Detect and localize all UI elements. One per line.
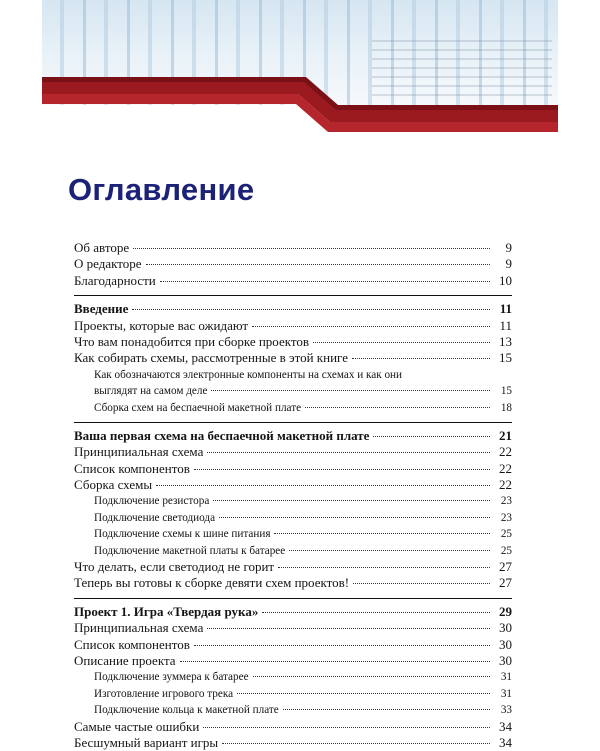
toc-entry[interactable] <box>74 526 512 542</box>
header-banner <box>42 0 558 140</box>
toc-entry-title: Изготовление игрового трека <box>94 687 234 700</box>
toc-entry-title: Список компонентов <box>74 460 190 476</box>
dot-leader <box>160 281 490 282</box>
toc-entry-title: Подключение резистора <box>94 495 210 508</box>
toc-entry[interactable] <box>74 350 512 366</box>
page-title: Оглавление <box>68 172 255 207</box>
toc-entry-page: 29 <box>499 603 512 619</box>
toc-entry[interactable] <box>74 620 512 636</box>
toc-entry-title: Принципиальная схема <box>74 444 204 460</box>
toc-entry-title: Что делать, если светодиод не горит <box>74 559 275 575</box>
toc-entry-page: 21 <box>499 427 512 443</box>
toc-entry[interactable] <box>74 719 512 735</box>
section-divider <box>74 598 512 600</box>
toc-entry-title: Об авторе <box>74 240 130 255</box>
toc-entry-page: 22 <box>499 444 512 460</box>
toc-entry[interactable] <box>74 686 512 702</box>
dot-leader <box>353 583 490 584</box>
dot-leader <box>156 485 490 486</box>
toc-entry-title: Подключение зуммера к батарее <box>94 671 249 684</box>
toc-entry-title: Благодарности <box>74 272 156 288</box>
toc-entry-page: 22 <box>499 477 512 493</box>
toc-entry-title: Как обозначаются электронные компоненты на схемах и как они <box>94 368 403 381</box>
toc-entry-title: Самые частые ошибки <box>74 718 200 734</box>
toc-entry-page: 18 <box>500 401 512 414</box>
toc-entry[interactable] <box>74 428 512 444</box>
toc-entry-title: Подключение светодиода <box>94 511 216 524</box>
toc-entry-title: Принципиальная схема <box>74 620 204 636</box>
toc-entry-title-continued: выглядят на самом деле <box>94 385 208 398</box>
dot-leader <box>352 358 490 359</box>
toc-entry-continuation[interactable] <box>74 383 512 399</box>
dot-leader <box>180 661 490 662</box>
toc-entry-page: 30 <box>499 652 512 668</box>
toc-entry[interactable] <box>74 604 512 620</box>
dot-leader <box>274 533 490 534</box>
toc-entry-page: 30 <box>499 620 512 636</box>
dot-leader <box>278 567 490 568</box>
toc-entry[interactable] <box>74 461 512 477</box>
toc-entry-title: Проекты, которые вас ожидают <box>74 317 249 333</box>
toc-entry-title: Подключение кольца к макетной плате <box>94 704 279 717</box>
toc-entry-title: Подключение схемы к шине питания <box>94 528 271 541</box>
toc-entry[interactable] <box>74 575 512 591</box>
toc-entry-page: 9 <box>505 240 512 255</box>
toc-entry-page: 23 <box>500 511 512 524</box>
toc-entry-page: 31 <box>500 687 512 700</box>
section-divider <box>74 295 512 297</box>
toc-entry-page: 22 <box>499 460 512 476</box>
toc-entry[interactable] <box>74 493 512 509</box>
toc-entry[interactable] <box>74 735 512 751</box>
dot-leader <box>222 743 490 744</box>
toc-entry[interactable] <box>74 510 512 526</box>
dot-leader <box>194 469 490 470</box>
toc-entry-page: 30 <box>499 636 512 652</box>
toc-entry-title: Сборка схемы <box>74 477 153 493</box>
toc-entry-page: 10 <box>499 272 512 288</box>
toc-entry[interactable] <box>74 273 512 289</box>
dot-leader <box>194 645 490 646</box>
dot-leader <box>252 326 490 327</box>
toc-entry-page: 11 <box>499 301 512 317</box>
dot-leader <box>253 676 490 677</box>
toc-entry[interactable] <box>74 256 512 272</box>
dot-leader <box>237 693 490 694</box>
toc-entry-title: Подключение макетной платы к батарее <box>94 544 286 557</box>
dot-leader <box>262 612 490 613</box>
dot-leader <box>146 264 490 265</box>
toc-entry-page: 23 <box>500 495 512 508</box>
dot-leader <box>289 550 490 551</box>
toc-entry-title: Бесшумный вариант игры <box>74 734 219 750</box>
dot-leader <box>305 407 490 408</box>
toc-entry-page: 33 <box>500 704 512 717</box>
dot-leader <box>283 709 490 710</box>
dot-leader <box>133 248 490 249</box>
dot-leader <box>207 452 490 453</box>
toc-entry[interactable] <box>74 477 512 493</box>
toc-entry[interactable] <box>74 669 512 685</box>
toc-entry[interactable] <box>74 637 512 653</box>
red-band-graphic <box>42 0 558 140</box>
dot-leader <box>207 628 490 629</box>
toc-entry[interactable] <box>74 400 512 416</box>
dot-leader <box>213 500 490 501</box>
toc-entry[interactable] <box>74 318 512 334</box>
toc-entry-title: Сборка схем на беспаечной макетной плате <box>94 401 302 414</box>
toc-entry-title: Что вам понадобится при сборке проектов <box>74 333 310 349</box>
toc-entry-title: Введение <box>74 301 129 317</box>
dot-leader <box>203 727 490 728</box>
toc-entry[interactable] <box>74 334 512 350</box>
toc-entry[interactable] <box>74 653 512 669</box>
toc-entry-page: 9 <box>505 256 512 272</box>
toc-entry[interactable] <box>74 240 512 256</box>
toc-entry-page: 34 <box>499 734 512 750</box>
toc-entry-page: 27 <box>499 559 512 575</box>
toc-entry[interactable] <box>74 543 512 559</box>
toc-entry-page: 34 <box>499 718 512 734</box>
toc-entry-page: 27 <box>499 575 512 591</box>
table-of-contents <box>74 240 512 751</box>
toc-entry-title: Проект 1. Игра «Твердая рука» <box>74 603 259 619</box>
toc-entry[interactable] <box>74 444 512 460</box>
dot-leader <box>313 342 490 343</box>
dot-leader <box>219 517 490 518</box>
toc-entry-title: О редакторе <box>74 256 142 272</box>
section-divider <box>74 422 512 424</box>
toc-entry-page: 15 <box>500 385 512 398</box>
toc-entry-page: 31 <box>500 671 512 684</box>
toc-entry-title: Список компонентов <box>74 636 190 652</box>
toc-entry[interactable] <box>74 559 512 575</box>
dot-leader <box>132 309 490 310</box>
dot-leader <box>211 390 490 391</box>
toc-entry[interactable] <box>74 367 512 383</box>
toc-entry-title: Теперь вы готовы к сборке девяти схем проектов! <box>74 575 350 591</box>
toc-entry[interactable] <box>74 702 512 718</box>
toc-entry-page: 25 <box>500 528 512 541</box>
toc-entry-page: 13 <box>499 333 512 349</box>
toc-entry-page: 15 <box>499 350 512 366</box>
dot-leader <box>373 436 490 437</box>
toc-entry-title: Ваша первая схема на беспаечной макетной плате <box>74 427 370 443</box>
toc-entry[interactable] <box>74 301 512 317</box>
toc-entry-page: 11 <box>499 317 512 333</box>
toc-entry-page: 25 <box>500 544 512 557</box>
toc-entry-title: Описание проекта <box>74 652 176 668</box>
toc-entry-title: Как собирать схемы, рассмотренные в этой книге <box>74 350 348 366</box>
